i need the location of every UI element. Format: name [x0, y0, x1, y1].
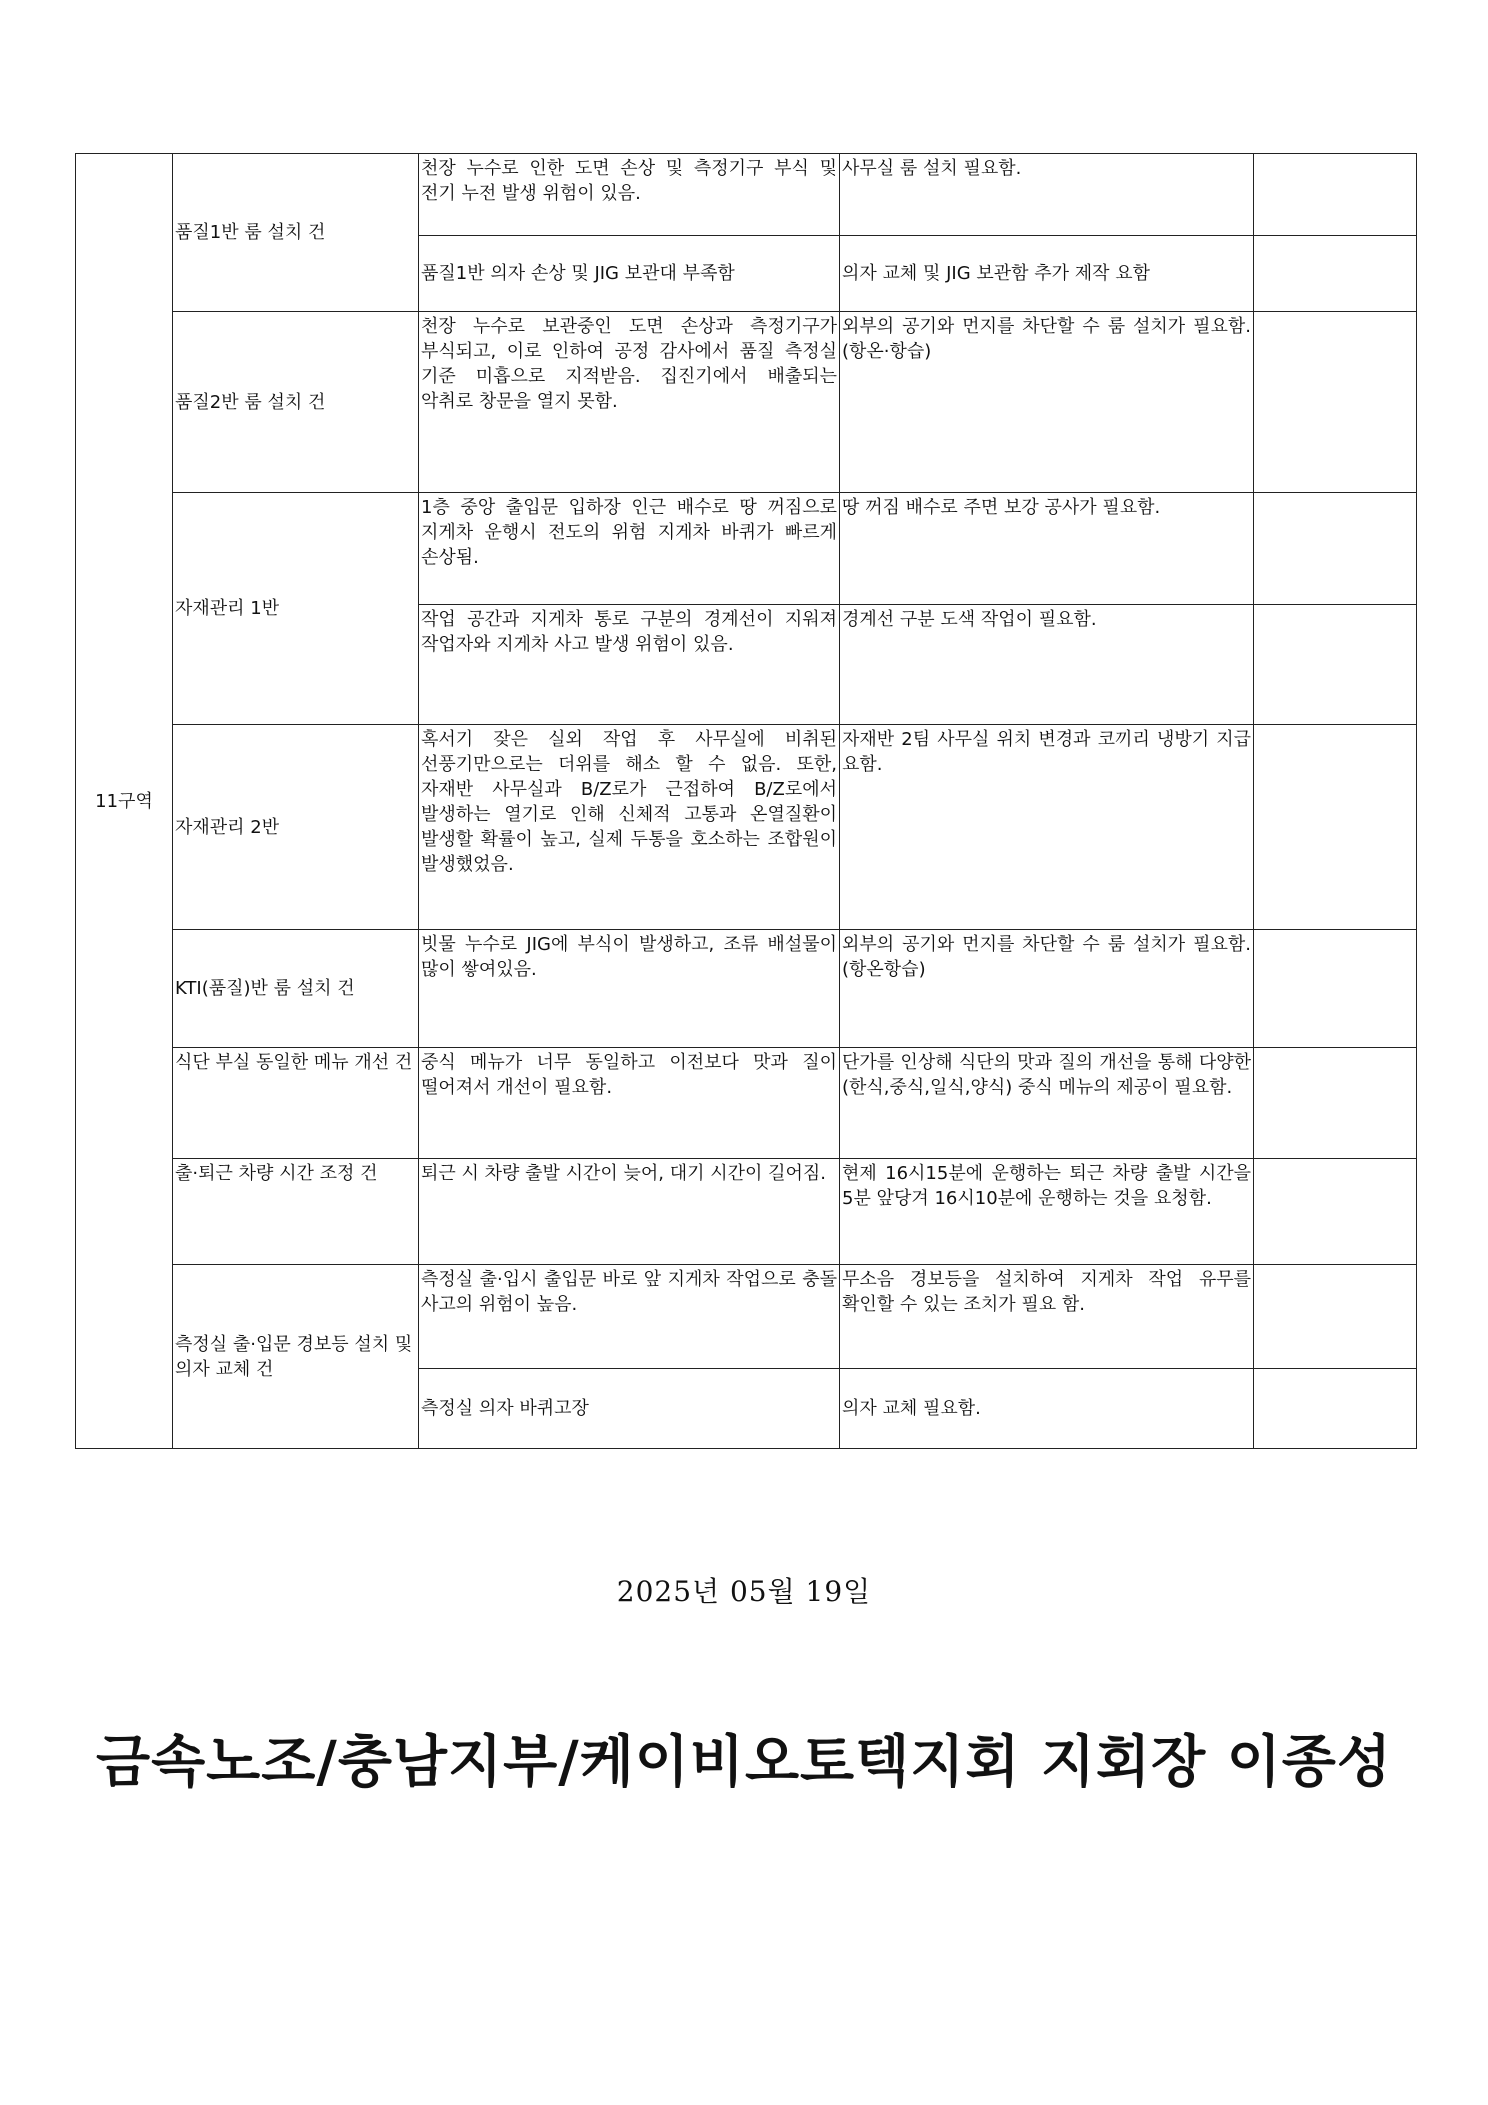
- table-row: [76, 725, 1417, 930]
- request-cell: 현제 16시15분에 운행하는 퇴근 차량 출발 시간을 5분 앞당겨 16시10분에 운행하는 것을 요청함.: [840, 1159, 1254, 1265]
- remarks-cell: [1254, 236, 1417, 312]
- table-row: [76, 154, 1417, 236]
- remarks-cell: [1254, 1265, 1417, 1369]
- request-cell: 경계선 구분 도색 작업이 필요함.: [840, 605, 1254, 725]
- remarks-cell: [1254, 725, 1417, 930]
- remarks-cell: [1254, 154, 1417, 236]
- table-row: [76, 493, 1417, 605]
- table-row: [76, 1159, 1417, 1265]
- remarks-cell: [1254, 493, 1417, 605]
- request-cell: 의자 교체 필요함.: [840, 1369, 1254, 1449]
- issue-cell: 빗물 누수로 JIG에 부식이 발생하고, 조류 배설물이 많이 쌓여있음.: [419, 930, 840, 1048]
- issue-cell: 천장 누수로 인한 도면 손상 및 측정기구 부식 및 전기 누전 발생 위험이 있음.: [419, 154, 840, 236]
- table-row: [76, 1265, 1417, 1369]
- item-title: KTI(품질)반 룸 설치 건: [173, 930, 419, 1048]
- remarks-cell: [1254, 1159, 1417, 1265]
- signature-line: 금속노조/충남지부/케이비오토텍지회 지회장 이종성: [95, 1730, 1392, 1795]
- item-title: 자재관리 1반: [173, 493, 419, 725]
- request-cell: 단가를 인상해 식단의 맛과 질의 개선을 통해 다양한(한식,중식,일식,양식) 중식 메뉴의 제공이 필요함.: [840, 1048, 1254, 1159]
- issue-cell: 측정실 출·입시 출입문 바로 앞 지게차 작업으로 충돌 사고의 위험이 높음.: [419, 1265, 840, 1369]
- request-cell: 의자 교체 및 JIG 보관함 추가 제작 요함: [840, 236, 1254, 312]
- item-title: 품질1반 룸 설치 건: [173, 154, 419, 312]
- issue-cell: 퇴근 시 차량 출발 시간이 늦어, 대기 시간이 길어짐.: [419, 1159, 840, 1265]
- table-row: [76, 930, 1417, 1048]
- grievance-table: [75, 153, 1417, 1449]
- issue-cell: 혹서기 잦은 실외 작업 후 사무실에 비취된 선풍기만으로는 더위를 해소 할 수 없음. 또한, 자재반 사무실과 B/Z로가 근접하여 B/Z로에서 발생하는 열기로 인해 신체적 고통과 온열질환이 발생할 확률이 높고, 실제 두통을 호소하는 조합원이 발생했었음.: [419, 725, 840, 930]
- remarks-cell: [1254, 1369, 1417, 1449]
- issue-cell: 천장 누수로 보관중인 도면 손상과 측정기구가 부식되고, 이로 인하여 공정 감사에서 품질 측정실 기준 미흡으로 지적받음. 집진기에서 배출되는 악취로 창문을 열지 못함.: [419, 312, 840, 493]
- area-cell: 11구역: [76, 154, 173, 1449]
- document-date: 2025년 05월 19일: [616, 1575, 872, 1608]
- remarks-cell: [1254, 605, 1417, 725]
- table-row: [76, 312, 1417, 493]
- table-row: [76, 1048, 1417, 1159]
- request-cell: 외부의 공기와 먼지를 차단할 수 룸 설치가 필요함.(항온항습): [840, 930, 1254, 1048]
- remarks-cell: [1254, 930, 1417, 1048]
- item-title: 측정실 출·입문 경보등 설치 및 의자 교체 건: [173, 1265, 419, 1449]
- request-cell: 무소음 경보등을 설치하여 지게차 작업 유무를 확인할 수 있는 조치가 필요 함.: [840, 1265, 1254, 1369]
- request-cell: 사무실 룸 설치 필요함.: [840, 154, 1254, 236]
- request-cell: 땅 꺼짐 배수로 주면 보강 공사가 필요함.: [840, 493, 1254, 605]
- issue-cell: 작업 공간과 지게차 통로 구분의 경계선이 지워져 작업자와 지게차 사고 발생 위험이 있음.: [419, 605, 840, 725]
- issue-cell: 중식 메뉴가 너무 동일하고 이전보다 맛과 질이 떨어져서 개선이 필요함.: [419, 1048, 840, 1159]
- issue-cell: 1층 중앙 출입문 입하장 인근 배수로 땅 꺼짐으로 지게차 운행시 전도의 위험 지게차 바퀴가 빠르게 손상됨.: [419, 493, 840, 605]
- issue-cell: 측정실 의자 바퀴고장: [419, 1369, 840, 1449]
- issue-cell: 품질1반 의자 손상 및 JIG 보관대 부족함: [419, 236, 840, 312]
- request-cell: 자재반 2팀 사무실 위치 변경과 코끼리 냉방기 지급 요함.: [840, 725, 1254, 930]
- item-title: 자재관리 2반: [173, 725, 419, 930]
- item-title: 식단 부실 동일한 메뉴 개선 건: [173, 1048, 419, 1159]
- item-title: 출·퇴근 차량 시간 조정 건: [173, 1159, 419, 1265]
- remarks-cell: [1254, 1048, 1417, 1159]
- request-cell: 외부의 공기와 먼지를 차단할 수 룸 설치가 필요함.(항온·항습): [840, 312, 1254, 493]
- remarks-cell: [1254, 312, 1417, 493]
- item-title: 품질2반 룸 설치 건: [173, 312, 419, 493]
